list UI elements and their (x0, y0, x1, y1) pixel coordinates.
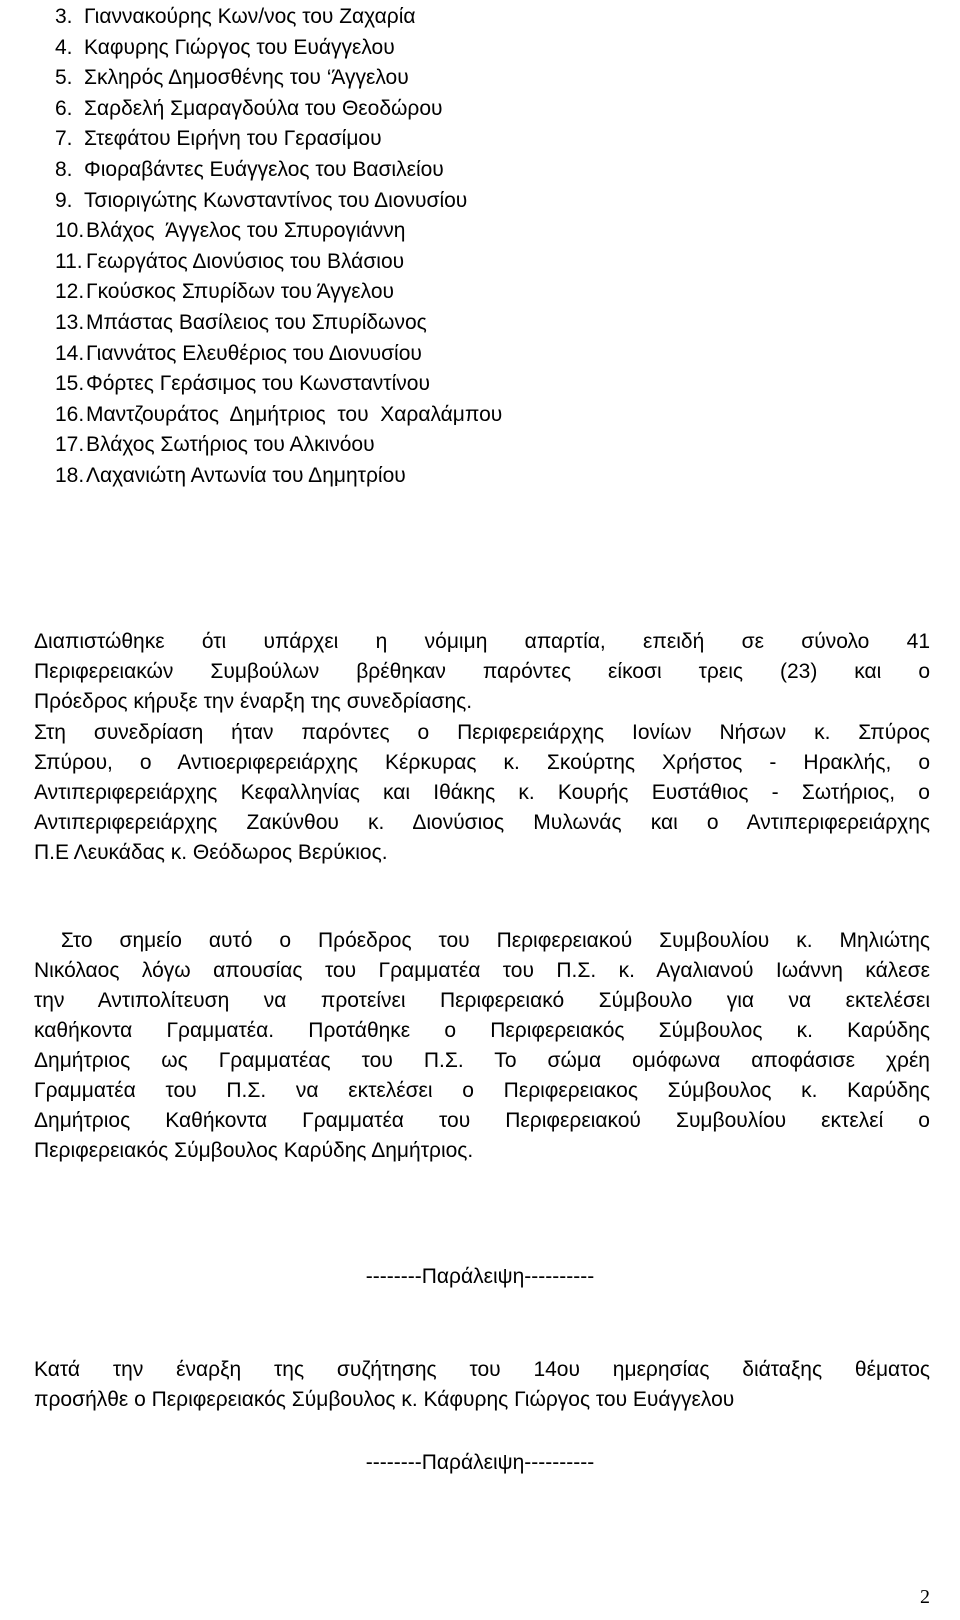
list-item-number: 4. (55, 35, 73, 59)
text-line: Π.Ε Λευκάδας κ. Θεόδωρος Βερύκιος. (34, 841, 388, 864)
list-item (55, 369, 502, 400)
text-line: Γραμματέα του Π.Σ. να εκτελέσει ο Περιφερειακος Σύμβουλος κ. Καρύδης (34, 1079, 930, 1102)
text-line: Νικόλαος λόγω απουσίας του Γραμματέα του Π.Σ. κ. Αγαλιανού Ιωάννη κάλεσε (34, 959, 930, 982)
list-item-name: Γιαννάτος Ελευθέριος του Διονυσίου (86, 341, 422, 365)
paragraph-present-officials (34, 718, 930, 868)
text-line: Δημήτριος Καθήκοντα Γραμματέα του Περιφερειακού Συμβουλίου εκτελεί ο (34, 1109, 930, 1132)
list-item-name: Καφυρης Γιώργος του Ευάγγελου (84, 35, 395, 59)
paragraph-secretary-appointment (34, 926, 930, 1166)
list-item (55, 308, 502, 339)
text-line: Περιφερειακών Συμβούλων βρέθηκαν παρόντες είκοσι τρεις (23) και ο (34, 660, 930, 683)
text-line: Στο σημείο αυτό ο Πρόεδρος του Περιφερειακού Συμβουλίου κ. Μηλιώτης (34, 929, 930, 952)
text-line: Δημήτριος ως Γραμματέας του Π.Σ. Το σώμα ομόφωνα αποφάσισε χρέη (34, 1049, 930, 1072)
page-number: 2 (920, 1586, 930, 1608)
list-item-number: 10. (55, 219, 85, 243)
list-item-number: 9. (55, 188, 73, 212)
list-item (55, 33, 502, 64)
paragraph-quorum (34, 627, 930, 717)
list-item-name: Φιοραβάντες Ευάγγελος του Βασιλείου (84, 157, 444, 181)
list-item-number: 12. (55, 280, 85, 304)
list-item-number: 18. (55, 463, 85, 487)
council-member-list (55, 2, 502, 492)
list-item (55, 277, 502, 308)
text-line: Διαπιστώθηκε ότι υπάρχει η νόμιμη απαρτία, επειδή σε σύνολο 41 (34, 630, 930, 653)
list-item-number: 16. (55, 402, 85, 426)
list-item-number: 7. (55, 127, 73, 151)
paragraph-item-14 (34, 1355, 930, 1415)
text-line: Στη συνεδρίαση ήταν παρόντες ο Περιφερειάρχης Ιονίων Νήσων κ. Σπύρος (34, 721, 930, 744)
text-line: προσήλθε ο Περιφερειακός Σύμβουλος κ. Κάφυρης Γιώργος του Ευάγγελου (34, 1388, 735, 1411)
list-item-number: 14. (55, 341, 85, 365)
text-line: Περιφερειακός Σύμβουλος Καρύδης Δημήτριος. (34, 1139, 474, 1162)
list-item (55, 339, 502, 370)
list-item-number: 5. (55, 66, 73, 90)
list-item (55, 186, 502, 217)
omission-marker: --------Παράλειψη---------- (365, 1451, 595, 1474)
list-item-name: Τσιοριγώτης Κωνσταντίνος του Διονυσίου (84, 188, 468, 212)
list-item-name: Βλάχος Σωτήριος του Αλκινόου (86, 433, 375, 457)
omission-marker: --------Παράλειψη---------- (365, 1265, 595, 1288)
list-item (55, 124, 502, 155)
list-item (55, 94, 502, 125)
list-item (55, 400, 502, 431)
list-item-number: 11. (55, 249, 83, 273)
text-line: Αντιπεριφερειάρχης Κεφαλληνίας και Ιθάκης κ. Κουρής Ευστάθιος - Σωτήριος, ο (34, 781, 930, 804)
list-item-number: 13. (55, 310, 85, 334)
text-line: την Αντιπολίτευση να προτείνει Περιφερειακό Σύμβουλο για να εκτελέσει (34, 989, 930, 1012)
list-item-name: Μαντζουράτος Δημήτριος του Χαραλάμπου (86, 402, 503, 426)
list-item-number: 3. (55, 5, 73, 28)
list-item (55, 216, 502, 247)
list-item-name: Φόρτες Γεράσιμος του Κωνσταντίνου (86, 372, 430, 396)
text-line: καθήκοντα Γραμματέα. Προτάθηκε ο Περιφερειακός Σύμβουλος κ. Καρύδης (34, 1019, 930, 1042)
list-item-name: Γιαννακούρης Κων/νος του Ζαχαρία (84, 5, 416, 28)
list-item (55, 155, 502, 186)
text-line: Κατά την έναρξη της συζήτησης του 14ου ημερησίας διάταξης θέματος (34, 1358, 930, 1381)
list-item-number: 8. (55, 157, 73, 181)
list-item-number: 15. (55, 372, 85, 396)
list-item-name: Λαχανιώτη Αντωνία του Δημητρίου (86, 463, 406, 487)
list-item-name: Μπάστας Βασίλειος του Σπυρίδωνος (86, 310, 427, 334)
list-item (55, 63, 502, 94)
text-line: Πρόεδρος κήρυξε την έναρξη της συνεδρίασης. (34, 690, 473, 713)
list-item-name: Γεωργάτος Διονύσιος του Βλάσιου (86, 249, 405, 273)
list-item-name: Βλάχος Άγγελος του Σπυρογιάννη (86, 219, 406, 243)
list-item-name: Σαρδελή Σμαραγδούλα του Θεοδώρου (84, 96, 443, 120)
list-item-name: Σκληρός Δημοσθένης του ‘Άγγελου (84, 66, 409, 90)
text-line: Σπύρου, ο Αντιοεριφερειάρχης Κέρκυρας κ. Σκούρτης Χρήστος - Ηρακλής, ο (34, 751, 930, 774)
list-item-name: Γκούσκος Σπυρίδων του Άγγελου (86, 280, 394, 304)
list-item (55, 247, 502, 278)
list-item (55, 430, 502, 461)
list-item-number: 6. (55, 96, 73, 120)
list-item (55, 461, 502, 492)
text-line: Αντιπεριφερειάρχης Ζακύνθου κ. Διονύσιος Μυλωνάς και ο Αντιπεριφερειάρχης (34, 811, 930, 834)
list-item (55, 2, 502, 33)
list-item-name: Στεφάτου Ειρήνη του Γερασίμου (84, 127, 382, 151)
list-item-number: 17. (55, 433, 85, 457)
